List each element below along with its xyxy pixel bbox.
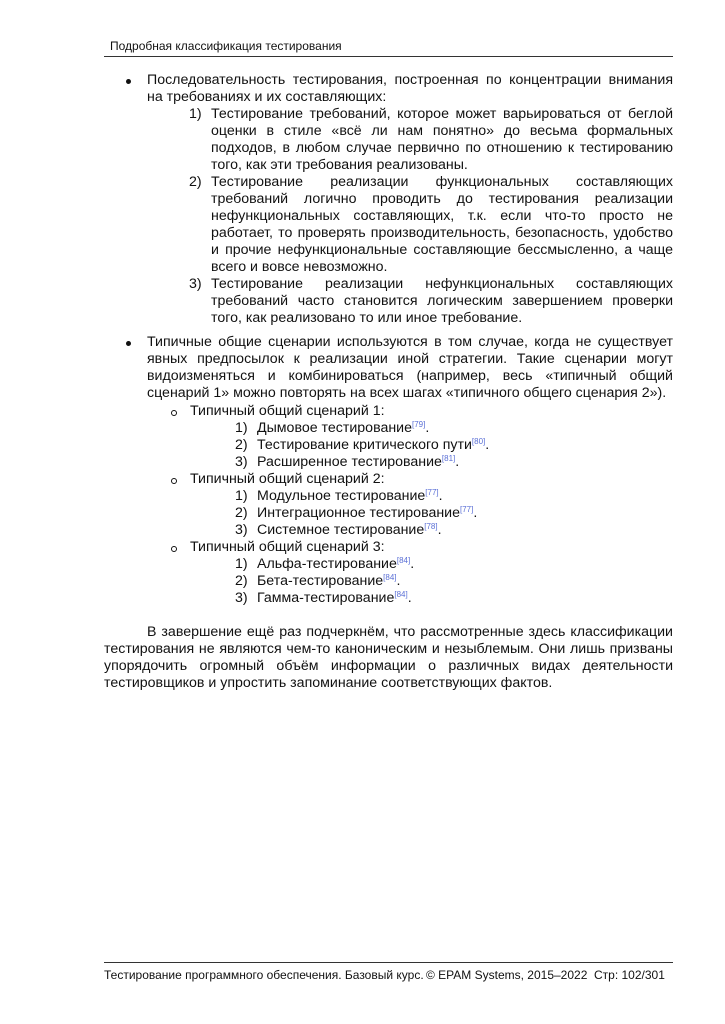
scenario-title: Типичный общий сценарий 3:	[190, 539, 385, 555]
list-number: 2)	[235, 505, 248, 521]
footer-copyright: © EPAM Systems, 2015–2022	[426, 968, 588, 982]
period: .	[396, 573, 401, 589]
list-number: 2)	[235, 573, 248, 589]
bullet-marker	[126, 79, 131, 84]
reference-link[interactable]: [84]	[396, 556, 411, 565]
list-number: 2)	[189, 174, 202, 190]
reference-link[interactable]: [81]	[441, 454, 456, 463]
scenario-item-text: Интеграционное тестирование	[257, 505, 460, 521]
list-item-functional-testing: Тестирование реализации функциональных составляющих требований логично проводить до тестирования реализации нефункциональных составляющих, т.к. если что-то просто не работает, то проверять производительность, безопасность, удобство и прочие нефункциональные составляющие бессмысленно, а чаще всего и вовсе невозможно.	[211, 174, 673, 275]
period: .	[437, 522, 442, 538]
reference-link[interactable]: [80]	[471, 437, 486, 446]
reference-link[interactable]: [84]	[383, 573, 397, 582]
list-item-nonfunctional-testing: Тестирование реализации нефункциональных составляющих требований часто становится логическим завершением проверки того, как реализовано то или иное требование.	[211, 276, 673, 326]
list-number: 3)	[235, 522, 248, 538]
scenario-item-text: Расширенное тестирование	[257, 454, 442, 470]
scenario-item	[257, 454, 459, 471]
conclusion-paragraph: В завершение ещё раз подчеркнём, что рассмотренные здесь классификации тестирования не являются чем-то каноническим и незыблемым. Они лишь призваны упорядочить огромный объём информации о различных видах деятельности тестировщиков и упростить запоминание соответствующих фактов.	[104, 624, 673, 691]
period: .	[485, 437, 490, 453]
circle-bullet-marker	[171, 410, 177, 416]
reference-link[interactable]: [78]	[424, 522, 438, 531]
bullet-marker	[126, 341, 131, 346]
scenario-item-text: Модульное тестирование	[257, 488, 426, 504]
list-number: 1)	[235, 420, 248, 436]
scenario-item	[257, 505, 477, 522]
period: .	[455, 454, 460, 470]
scenario-item	[257, 437, 489, 454]
footer-page-number: Стр: 102/301	[594, 968, 665, 982]
scenario-item	[257, 522, 442, 539]
header-divider	[104, 56, 673, 57]
list-number: 3)	[235, 454, 248, 470]
circle-bullet-marker	[171, 546, 177, 552]
list-number: 3)	[189, 276, 202, 292]
scenario-item-text: Альфа-тестирование	[257, 556, 397, 572]
reference-link[interactable]: [77]	[425, 488, 439, 497]
bullet-intro-scenarios: Типичные общие сценарии используются в том случае, когда не существует явных предпосылок к реализации иной стратегии. Такие сценарии могут видоизменяться и комбинироваться (например, весь «типичный общий сценарий 1» можно повторять на всех шагах «типичного общего сценария 2»).	[147, 334, 673, 401]
scenario-title: Типичный общий сценарий 1:	[190, 403, 385, 419]
period: .	[438, 488, 443, 504]
list-number: 1)	[235, 488, 248, 504]
reference-link[interactable]: [84]	[394, 590, 408, 599]
reference-link[interactable]: [77]	[460, 505, 474, 514]
list-number: 2)	[235, 437, 248, 453]
scenario-item-text: Бета-тестирование	[257, 573, 384, 589]
period: .	[407, 590, 412, 606]
list-item-requirements-testing: Тестирование требований, которое может варьироваться от беглой оценки в стиле «всё ли нам понятно» до весьма формальных подходов, в любом случае первично по отношению к тестированию того, как эти требования реализованы.	[211, 106, 673, 173]
scenario-item-text: Системное тестирование	[257, 522, 425, 538]
scenario-item-text: Дымовое тестирование	[257, 420, 412, 436]
period: .	[410, 556, 415, 572]
scenario-item-text: Тестирование критического пути	[257, 437, 472, 453]
period: .	[425, 420, 430, 436]
scenario-item	[257, 573, 400, 590]
scenario-item	[257, 590, 412, 607]
footer-divider	[104, 962, 673, 963]
running-header: Подробная классификация тестирования	[110, 39, 342, 53]
scenario-title: Типичный общий сценарий 2:	[190, 471, 385, 487]
list-number: 3)	[235, 590, 248, 606]
footer-course-title: Тестирование программного обеспечения. Базовый курс.	[104, 968, 424, 982]
circle-bullet-marker	[171, 478, 177, 484]
scenario-item-text: Гамма-тестирование	[257, 590, 395, 606]
list-number: 1)	[235, 556, 248, 572]
bullet-intro-sequence: Последовательность тестирования, построенная по концентрации внимания на требованиях и их составляющих:	[147, 72, 673, 105]
reference-link[interactable]: [79]	[412, 420, 426, 429]
list-number: 1)	[189, 106, 202, 122]
scenario-item	[257, 556, 414, 573]
scenario-item	[257, 488, 443, 505]
period: .	[473, 505, 478, 521]
scenario-item	[257, 420, 429, 437]
